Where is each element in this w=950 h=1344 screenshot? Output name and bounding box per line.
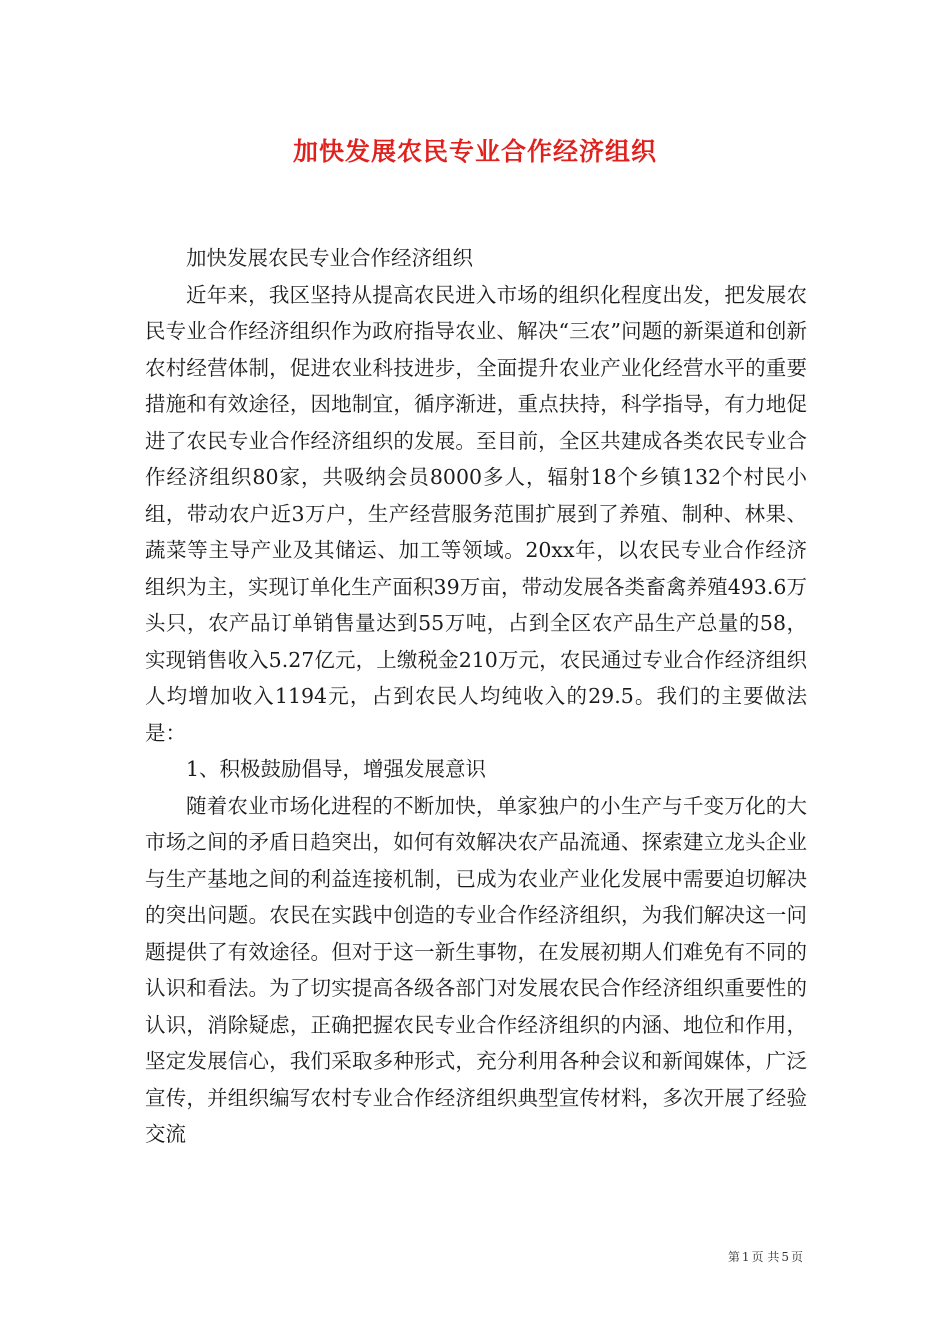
footer-middle: 页 共 bbox=[751, 1250, 780, 1264]
document-body bbox=[145, 240, 807, 1153]
document-title: 加快发展农民专业合作经济组织 bbox=[292, 137, 657, 166]
section-paragraph: 随着农业市场化进程的不断加快，单家独户的小生产与千变万化的大市场之间的矛盾日趋突出，如何有效解决农产品流通、探索建立龙头企业与生产基地之间的利益连接机制，已成为农业产业化发展中需要迫切解决的突出问题。农民在实践中创造的专业合作经济组织，为我们解决这一问题提供了有效途径。但对于这一新生事物，在发展初期人们难免有不同的认识和看法。为了切实提高各级各部门对发展农民合作经济组织重要性的认识，消除疑虑，正确把握农民专业合作经济组织的内涵、地位和作用，坚定发展信心，我们采取多种形式，充分利用各种会议和新闻媒体，广泛宣传，并组织编写农村专业合作经济组织典型宣传材料，多次开展了经验交流 bbox=[145, 793, 807, 1146]
footer-suffix: 页 bbox=[790, 1250, 803, 1264]
footer-prefix: 第 bbox=[727, 1250, 740, 1264]
footer-current-page: 1 bbox=[741, 1250, 750, 1264]
section-heading: 1、积极鼓励倡导，增强发展意识 bbox=[186, 757, 487, 781]
intro-paragraph: 近年来，我区坚持从提高农民进入市场的组织化程度出发，把发展农民专业合作经济组织作为政府指导农业、解决“三农”问题的新渠道和创新农村经营体制，促进农业科技进步，全面提升农业产业化经营水平的重要措施和有效途径，因地制宜，循序渐进，重点扶持，科学指导，有力地促进了农民专业合作经济组织的发展。至目前，全区共建成各类农民专业合作经济组织80家，共吸纳会员8000多人，辐射18个乡镇132个村民小组，带动农户近3万户，生产经营服务范围扩展到了养殖、制种、林果、蔬菜等主导产业及其储运、加工等领域。20xx年，以农民专业合作经济组织为主，实现订单化生产面积39万亩，带动发展各类畜禽养殖493.6万头只，农产品订单销售量达到55万吨，占到全区农产品生产总量的58，实现销售收入5.27亿元，上缴税金210万元，农民通过专业合作经济组织人均增加收入1194元，占到农民人均纯收入的29.5。我们的主要做法是： bbox=[145, 282, 807, 745]
page-footer bbox=[727, 1248, 804, 1265]
subtitle-paragraph: 加快发展农民专业合作经济组织 bbox=[186, 246, 473, 270]
footer-total-pages: 5 bbox=[781, 1250, 789, 1264]
